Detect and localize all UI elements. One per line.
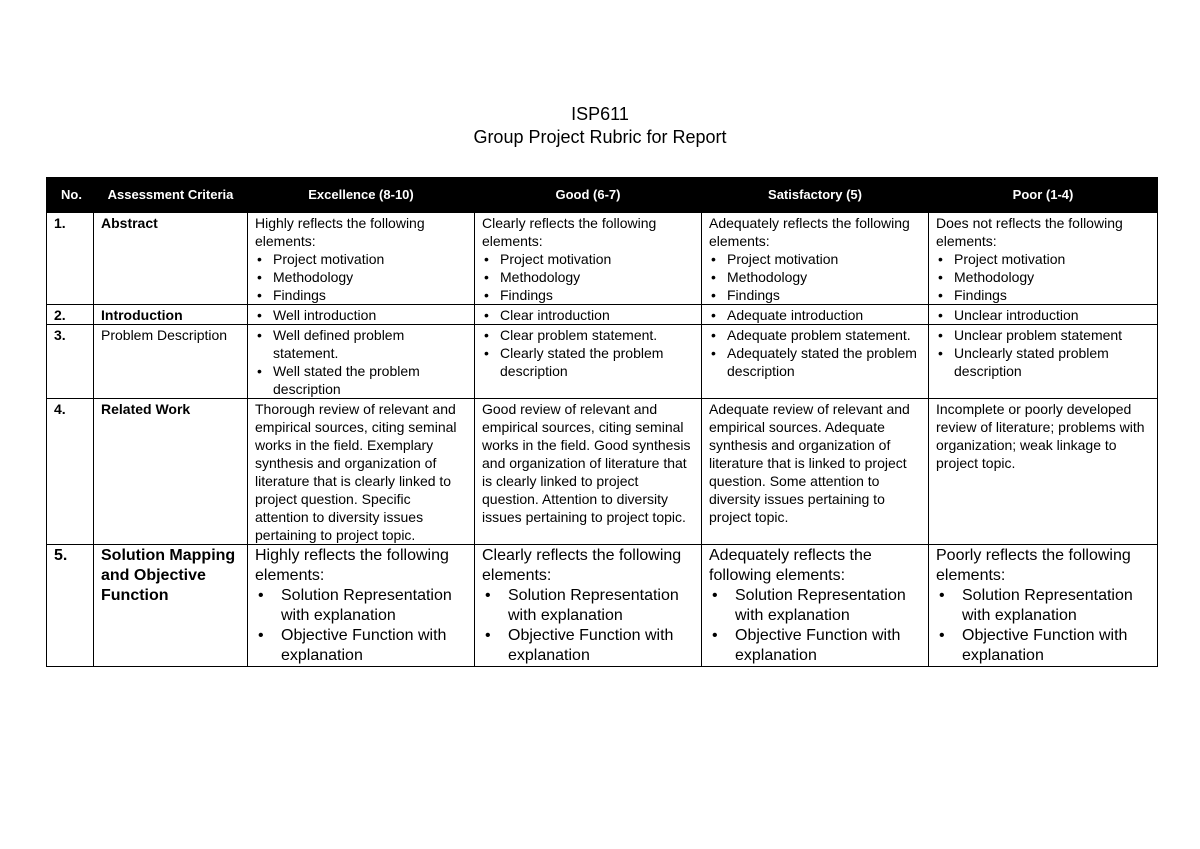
cell-text: Clearly reflects the following elements: — [482, 547, 682, 584]
row-number: 5. — [47, 545, 94, 667]
list-item: • Well stated the problem description — [255, 362, 467, 398]
list-item: • Objective Function with explanation — [255, 626, 467, 666]
cell-excellence — [248, 213, 475, 305]
list-item: • Findings — [482, 286, 694, 304]
page-title — [0, 103, 1200, 149]
rubric-table — [46, 177, 1158, 667]
cell-excellence — [248, 325, 475, 399]
list-item: • Clearly stated the problem description — [482, 344, 694, 380]
cell-satisfactory — [702, 305, 929, 325]
criteria-name: Introduction — [94, 305, 248, 325]
criteria-name: Related Work — [94, 399, 248, 545]
list-item: • Methodology — [255, 268, 467, 286]
cell-excellence — [248, 305, 475, 325]
table-row — [47, 545, 1158, 667]
criteria-name: Solution Mapping and Objective Function — [94, 545, 248, 667]
bullet-list — [255, 326, 467, 398]
col-header-no: No. — [47, 178, 94, 213]
cell-poor — [929, 305, 1158, 325]
cell-satisfactory — [702, 325, 929, 399]
bullet-list — [936, 306, 1150, 324]
list-item: • Well introduction — [255, 306, 467, 324]
list-item: • Findings — [255, 286, 467, 304]
table-row — [47, 305, 1158, 325]
row-number: 3. — [47, 325, 94, 399]
col-header-criteria: Assessment Criteria — [94, 178, 248, 213]
cell-satisfactory: Adequate review of relevant and empirical sources. Adequate synthesis and organization of literature that is linked to project question. Some attention to diversity issues pertaining to project topic. — [702, 399, 929, 545]
row-number: 1. — [47, 213, 94, 305]
cell-good — [475, 325, 702, 399]
cell-good: Good review of relevant and empirical sources, citing seminal works in the field. Good synthesis and organization of literature that is clearly linked to project question. Attention to diversity issues pertaining to project topic. — [475, 399, 702, 545]
bullet-list — [709, 586, 921, 666]
col-header-good: Good (6-7) — [475, 178, 702, 213]
list-item: • Solution Representation with explanation — [255, 586, 467, 626]
cell-good — [475, 545, 702, 667]
list-item: • Project motivation — [255, 250, 467, 268]
list-item: • Clear introduction — [482, 306, 694, 324]
list-item: • Well defined problem statement. — [255, 326, 467, 362]
bullet-list — [482, 586, 694, 666]
table-row — [47, 325, 1158, 399]
list-item: • Methodology — [936, 268, 1150, 286]
cell-text: Does not reflects the following elements: — [936, 215, 1123, 249]
cell-text: Highly reflects the following elements: — [255, 547, 449, 584]
list-item: • Objective Function with explanation — [482, 626, 694, 666]
bullet-list — [255, 586, 467, 666]
list-item: • Project motivation — [936, 250, 1150, 268]
list-item: • Unclear problem statement — [936, 326, 1150, 344]
list-item: • Clear problem statement. — [482, 326, 694, 344]
cell-text: Adequately reflects the following elements: — [709, 547, 872, 584]
bullet-list — [936, 250, 1150, 304]
list-item: • Solution Representation with explanation — [709, 586, 921, 626]
list-item: • Methodology — [709, 268, 921, 286]
criteria-name: Problem Description — [94, 325, 248, 399]
bullet-list — [255, 250, 467, 304]
bullet-list — [709, 326, 921, 380]
list-item: • Objective Function with explanation — [936, 626, 1150, 666]
col-header-satisfactory: Satisfactory (5) — [702, 178, 929, 213]
bullet-list — [709, 306, 921, 324]
criteria-name: Abstract — [94, 213, 248, 305]
row-number: 4. — [47, 399, 94, 545]
rubric-body — [47, 213, 1158, 667]
bullet-list — [936, 326, 1150, 380]
course-code: ISP611 — [571, 104, 629, 124]
rubric-title: Group Project Rubric for Report — [473, 127, 727, 147]
col-header-excellence: Excellence (8-10) — [248, 178, 475, 213]
row-number: 2. — [47, 305, 94, 325]
bullet-list — [482, 326, 694, 380]
bullet-list — [936, 586, 1150, 666]
list-item: • Adequate introduction — [709, 306, 921, 324]
cell-excellence: Thorough review of relevant and empirical sources, citing seminal works in the field. Exemplary synthesis and organization of literature that is clearly linked to project question. Specific attention to diversity issues pertaining to project topic. — [248, 399, 475, 545]
bullet-list — [255, 306, 467, 324]
bullet-list — [482, 250, 694, 304]
bullet-list — [709, 250, 921, 304]
list-item: • Solution Representation with explanation — [936, 586, 1150, 626]
cell-poor — [929, 213, 1158, 305]
list-item: • Unclear introduction — [936, 306, 1150, 324]
cell-text: Highly reflects the following elements: — [255, 215, 425, 249]
header-row — [47, 178, 1158, 213]
list-item: • Findings — [936, 286, 1150, 304]
list-item: • Project motivation — [709, 250, 921, 268]
list-item: • Methodology — [482, 268, 694, 286]
list-item: • Adequate problem statement. — [709, 326, 921, 344]
bullet-list — [482, 306, 694, 324]
list-item: • Objective Function with explanation — [709, 626, 921, 666]
table-row — [47, 399, 1158, 545]
cell-satisfactory — [702, 545, 929, 667]
rubric-header — [47, 178, 1158, 213]
col-header-poor: Poor (1-4) — [929, 178, 1158, 213]
cell-text: Adequately reflects the following elements: — [709, 215, 910, 249]
list-item: • Project motivation — [482, 250, 694, 268]
cell-poor — [929, 545, 1158, 667]
cell-good — [475, 305, 702, 325]
list-item: • Adequately stated the problem description — [709, 344, 921, 380]
cell-text: Clearly reflects the following elements: — [482, 215, 657, 249]
table-row — [47, 213, 1158, 305]
cell-excellence — [248, 545, 475, 667]
list-item: • Findings — [709, 286, 921, 304]
list-item: • Solution Representation with explanation — [482, 586, 694, 626]
cell-poor: Incomplete or poorly developed review of literature; problems with organization; weak linkage to project topic. — [929, 399, 1158, 545]
cell-poor — [929, 325, 1158, 399]
list-item: • Unclearly stated problem description — [936, 344, 1150, 380]
cell-satisfactory — [702, 213, 929, 305]
cell-text: Poorly reflects the following elements: — [936, 547, 1131, 584]
cell-good — [475, 213, 702, 305]
